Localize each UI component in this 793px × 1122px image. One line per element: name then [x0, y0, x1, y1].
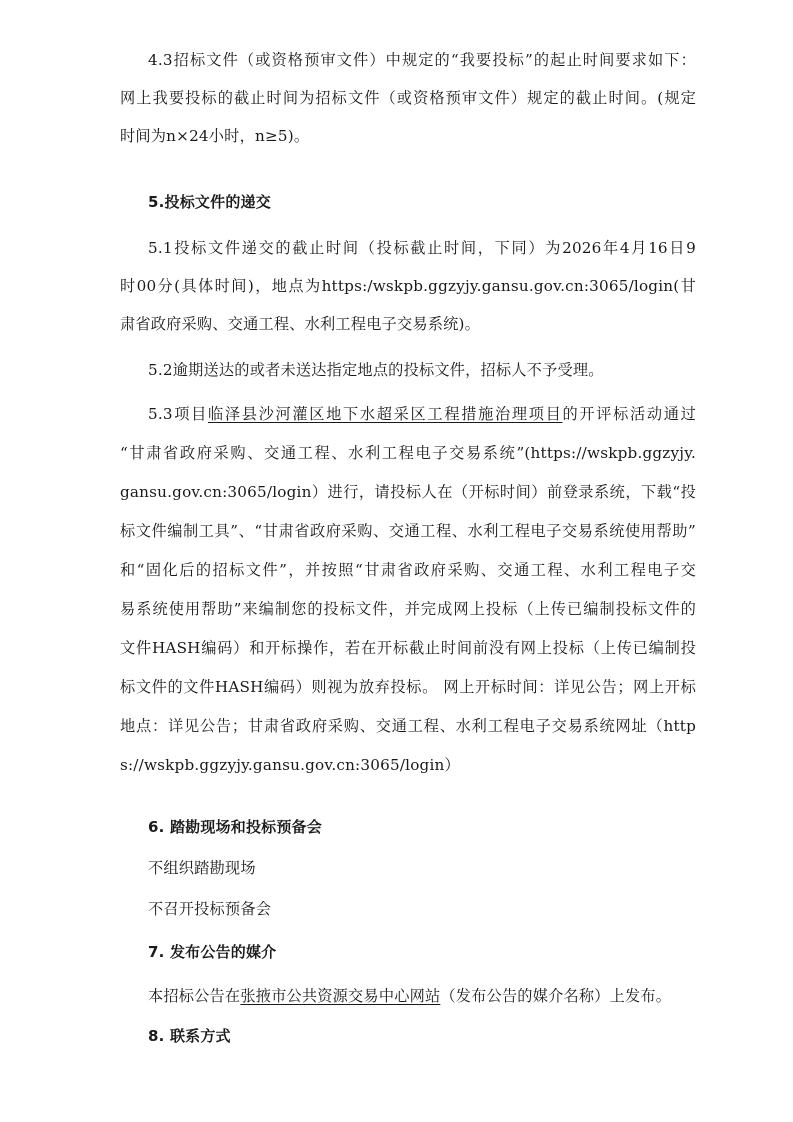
section-7-prefix: 本招标公告在 — [148, 987, 241, 1005]
section-5-heading: 5.投标文件的递交 — [148, 193, 271, 211]
paragraph-5-3-prefix: 5.3项目 — [148, 405, 209, 423]
paragraph-5-2: 5.2逾期送达的或者未送达指定地点的投标文件，招标人不予受理。 — [148, 361, 604, 379]
paragraph-5-3-line-7: 文件HASH编码）和开标操作，若在开标截止时间前没有网上投标（上传已编制投 — [120, 639, 696, 657]
paragraph-4-3-line-2: 网上我要投标的截止时间为招标文件（或资格预审文件）规定的截止时间。(规定 — [120, 89, 696, 107]
paragraph-5-3-line-10: s://wskpb.ggzyjy.gansu.gov.cn:3065/login） — [120, 756, 460, 774]
project-name: 临泽县沙河灌区地下水超采区工程措施治理项目 — [208, 405, 563, 423]
paragraph-5-3-line-9: 地点：详见公告；甘肃省政府采购、交通工程、水利工程电子交易系统网址（http — [120, 717, 696, 735]
paragraph-5-3-line-1 — [148, 404, 696, 424]
section-7-heading: 7. 发布公告的媒介 — [148, 943, 277, 961]
section-6-item-1: 不组织踏勘现场 — [148, 859, 256, 877]
paragraph-5-3-line-2: “甘肃省政府采购、交通工程、水利工程电子交易系统”(https://wskpb.ggzyjy. — [120, 444, 696, 462]
paragraph-5-3-line-8: 标文件的文件HASH编码）则视为放弃投标。 网上开标时间：详见公告；网上开标 — [120, 678, 696, 696]
paragraph-5-3-line-3: gansu.gov.cn:3065/login）进行，请投标人在（开标时间）前登录系统，下载“投 — [120, 483, 696, 501]
section-7-suffix: （发布公告的媒介名称）上发布。 — [440, 987, 672, 1005]
section-6-item-2: 不召开投标预备会 — [148, 900, 272, 918]
media-name: 张掖市公共资源交易中心网站 — [240, 987, 441, 1005]
section-6-heading: 6. 踏勘现场和投标预备会 — [148, 818, 322, 836]
paragraph-5-3-line-5: 和“固化后的招标文件”，并按照“甘肃省政府采购、交通工程、水利工程电子交 — [120, 561, 696, 579]
paragraph-4-3-line-3: 时间为n×24小时，n≥5)。 — [120, 127, 310, 145]
paragraph-5-3-line-4: 标文件编制工具”、“甘肃省政府采购、交通工程、水利工程电子交易系统使用帮助” — [120, 522, 696, 540]
paragraph-5-3-line-6: 易系统使用帮助”来编制您的投标文件，并完成网上投标（上传已编制投标文件的 — [120, 600, 696, 618]
paragraph-5-1-line-2: 时00分(具体时间)，地点为https:/wskpb.ggzyjy.gansu.gov.cn:3065/login(甘 — [120, 277, 696, 295]
section-8-heading: 8. 联系方式 — [148, 1027, 231, 1045]
paragraph-5-3-suffix: 的开评标活动通过 — [562, 405, 697, 423]
paragraph-5-1-line-1: 5.1投标文件递交的截止时间（投标截止时间，下同）为2026年4月16日9 — [148, 239, 696, 257]
paragraph-5-1-line-3: 肃省政府采购、交通工程、水利工程电子交易系统)。 — [120, 315, 481, 333]
section-7-text — [148, 986, 696, 1006]
paragraph-4-3-line-1: 4.3招标文件（或资格预审文件）中规定的“我要投标”的起止时间要求如下： — [148, 51, 696, 69]
